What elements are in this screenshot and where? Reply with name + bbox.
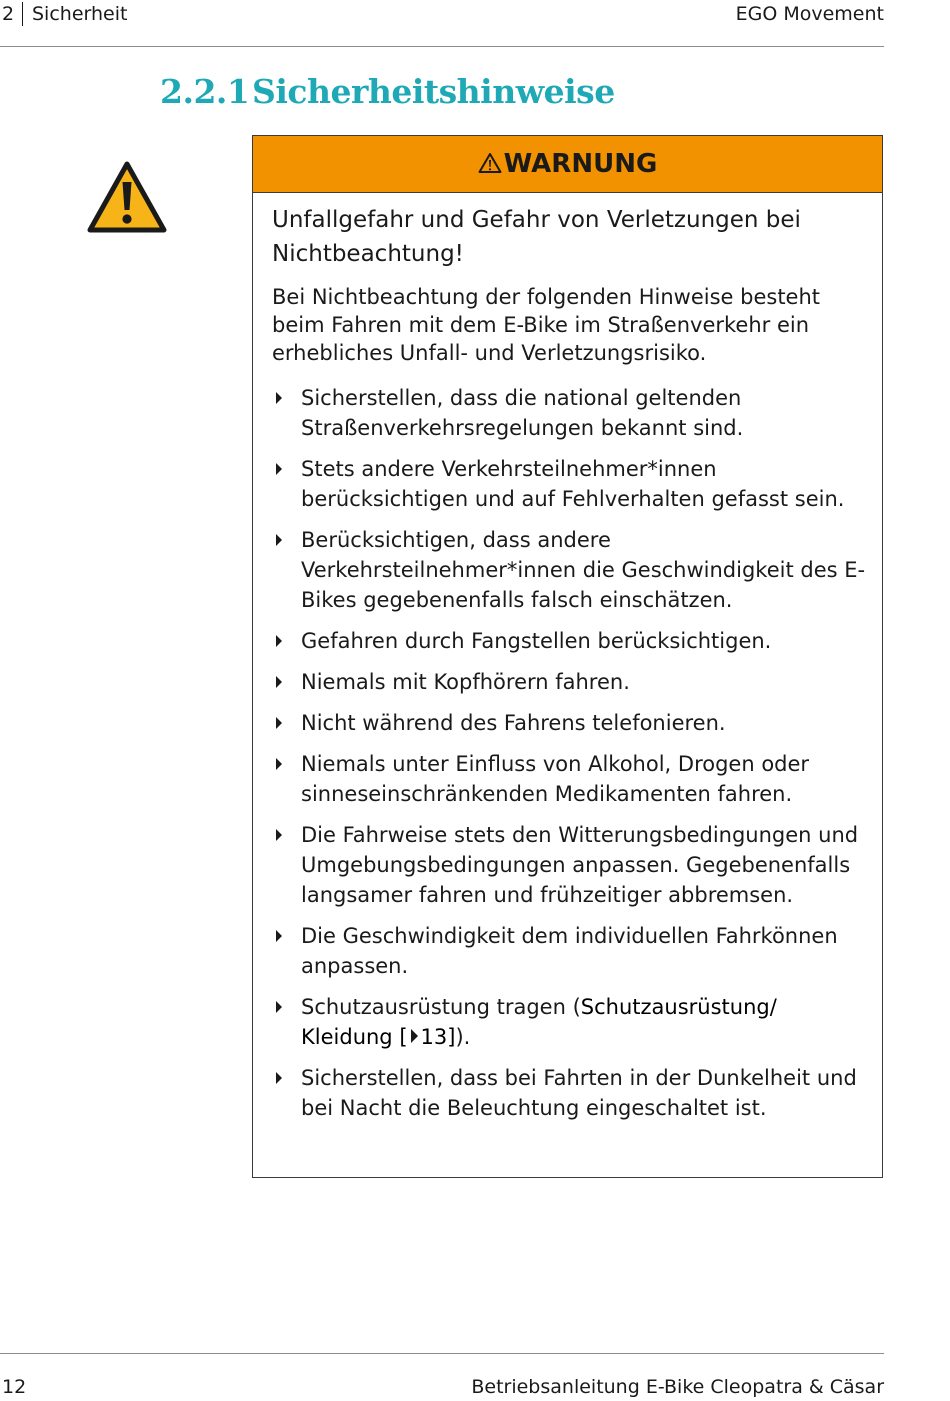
list-item xyxy=(272,820,868,910)
bullet-triangle-icon xyxy=(276,829,282,841)
bullet-triangle-icon xyxy=(276,635,282,647)
list-item xyxy=(272,749,868,809)
page-footer xyxy=(0,1353,884,1398)
warning-box xyxy=(252,135,883,1178)
rule-text: Berücksichtigen, dass andere Verkehrsteilnehmer*innen die Geschwindigkeit des E-Bikes gegebenenfalls falsch einschätzen. xyxy=(301,528,866,612)
document-title: Betriebsanleitung E-Bike Cleopatra & Cäsar xyxy=(471,1376,884,1398)
xref-text: Schutzausrüstung/ Kleidung [ xyxy=(301,995,777,1049)
list-item xyxy=(272,708,868,738)
page-header xyxy=(0,0,884,47)
section-heading xyxy=(160,72,615,111)
xref-close: ] xyxy=(447,1025,456,1049)
warning-triangle-icon xyxy=(86,160,168,234)
warning-subtitle: Unfallgefahr und Gefahr von Verletzungen bei Nichtbeachtung! xyxy=(272,207,801,267)
bullet-triangle-icon xyxy=(276,758,282,770)
bullet-triangle-icon xyxy=(276,463,282,475)
header-divider xyxy=(22,2,23,26)
bullet-triangle-icon xyxy=(276,717,282,729)
warning-header xyxy=(253,136,882,193)
bullet-triangle-icon xyxy=(276,1072,282,1084)
list-item xyxy=(272,1063,868,1123)
bullet-triangle-icon xyxy=(276,1001,282,1013)
list-item xyxy=(272,667,868,697)
bullet-triangle-icon xyxy=(276,392,282,404)
rule-prefix: Schutzausrüstung tragen ( xyxy=(301,995,581,1019)
list-item xyxy=(272,525,868,615)
rule-text: Niemals unter Einfluss von Alkohol, Drogen oder sinneseinschränkenden Medikamenten fahren. xyxy=(301,752,810,806)
xref-page: 13 xyxy=(420,1025,448,1049)
warning-body xyxy=(253,203,882,1123)
bullet-triangle-icon xyxy=(276,930,282,942)
list-item xyxy=(272,921,868,981)
rule-text: Die Fahrweise stets den Witterungsbedingungen und Umgebungsbedingungen anpassen. Gegebenenfalls langsamer fahren und frühzeitiger abbremsen. xyxy=(301,823,859,907)
page-arrow-icon xyxy=(411,1029,418,1043)
list-item xyxy=(272,383,868,443)
warning-intro: Bei Nichtbeachtung der folgenden Hinweise besteht beim Fahren mit dem E-Bike im Straßenverkehr ein erhebliches Unfall- und Verletzungsrisiko. xyxy=(272,285,821,365)
rule-text: Niemals mit Kopfhörern fahren. xyxy=(301,670,630,694)
safety-rules-list xyxy=(272,383,868,1123)
bullet-triangle-icon xyxy=(276,534,282,546)
rule-text: Sicherstellen, dass bei Fahrten in der Dunkelheit und bei Nacht die Beleuchtung eingeschaltet ist. xyxy=(301,1066,857,1120)
brand-name: EGO Movement xyxy=(735,3,884,25)
list-item xyxy=(272,454,868,514)
signal-word: WARNUNG xyxy=(503,149,658,179)
chapter-number: 2 xyxy=(2,3,15,25)
page-number: 12 xyxy=(2,1376,27,1398)
section-number: 2.2.1 xyxy=(160,72,250,111)
list-item xyxy=(272,992,868,1052)
bullet-triangle-icon xyxy=(276,676,282,688)
list-item xyxy=(272,626,868,656)
rule-text: Sicherstellen, dass die national geltenden Straßenverkehrsregelungen bekannt sind. xyxy=(301,386,744,440)
rule-text: Nicht während des Fahrens telefonieren. xyxy=(301,711,726,735)
small-warning-icon xyxy=(478,152,502,174)
section-title: Sicherheitshinweise xyxy=(252,72,615,111)
rule-text: Stets andere Verkehrsteilnehmer*innen berücksichtigen und auf Fehlverhalten gefasst sein. xyxy=(301,457,845,511)
rule-suffix: ). xyxy=(455,1025,471,1049)
rule-text: Gefahren durch Fangstellen berücksichtigen. xyxy=(301,629,772,653)
rule-text: Die Geschwindigkeit dem individuellen Fahrkönnen anpassen. xyxy=(301,924,838,978)
chapter-title: Sicherheit xyxy=(32,3,128,25)
